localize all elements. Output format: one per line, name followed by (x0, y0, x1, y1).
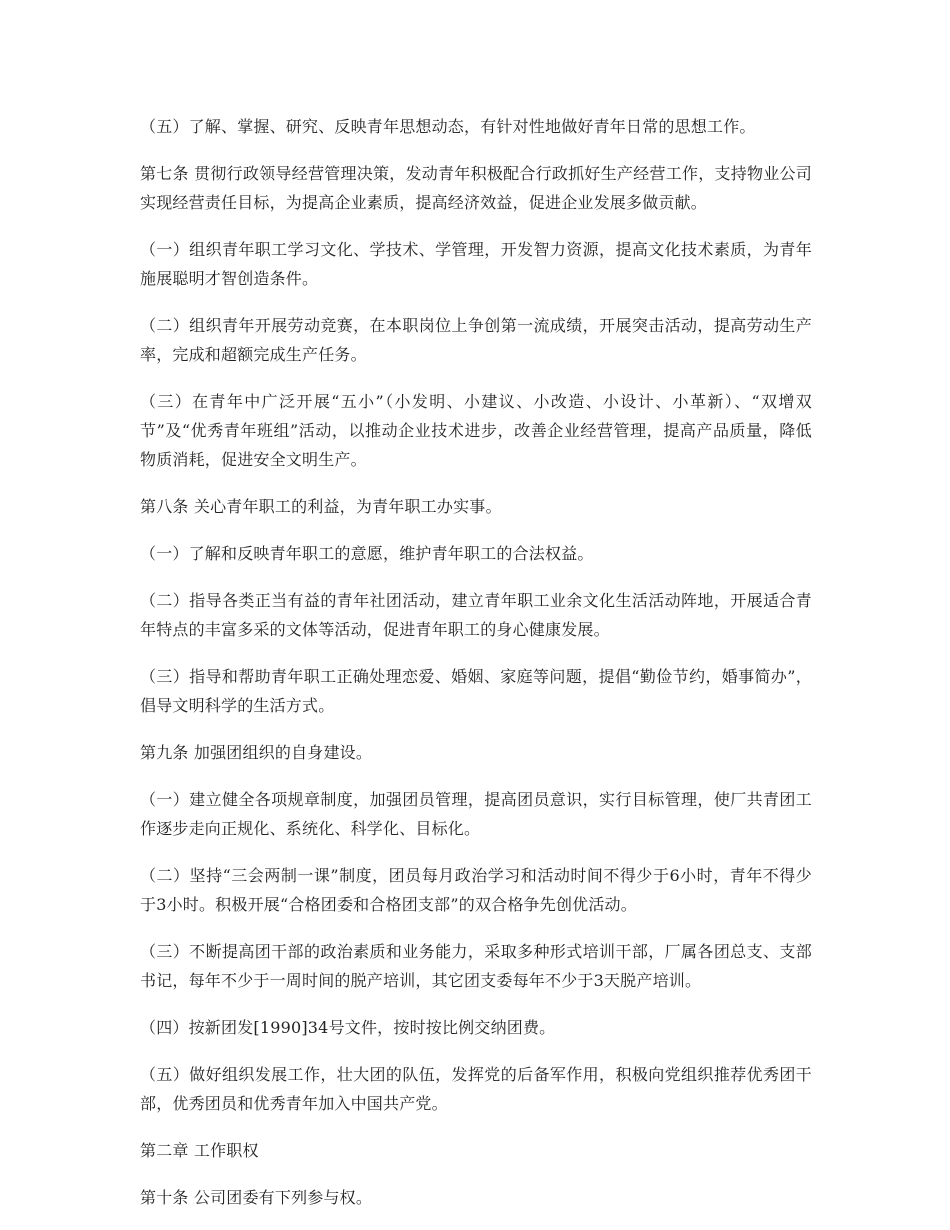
paragraph-article-8-item-3: （三）指导和帮助青年职工正确处理恋爱、婚姻、家庭等问题，提倡“勤俭节约，婚事简办”，倡导文明科学的生活方式。 (140, 667, 812, 715)
paragraph-article-9-item-2: （二）坚持“三会两制一课”制度，团员每月政治学习和活动时间不得少于6小时，青年不得少于3小时。积极开展“合格团委和合格团支部”的双合格争先创优活动。 (140, 866, 812, 914)
paragraph-article-9-item-5: （五）做好组织发展工作，壮大团的队伍，发挥党的后备军作用，积极向党组织推荐优秀团干部，优秀团员和优秀青年加入中国共产党。 (140, 1065, 812, 1113)
paragraph-article-7-item-3: （三）在青年中广泛开展“五小”（小发明、小建议、小改造、小设计、小革新）、“双增双节”及“优秀青年班组”活动，以推动企业技术进步，改善企业经营管理，提高产品质量，降低物质消耗，促进安全文明生产。 (140, 392, 812, 469)
paragraph-article-9-item-4: （四）按新团发[1990]34号文件，按时按比例交纳团费。 (140, 1018, 556, 1037)
paragraph-article-8-item-1: （一）了解和反映青年职工的意愿，维护青年职工的合法权益。 (140, 544, 594, 563)
paragraph-article-9-item-1: （一）建立健全各项规章制度，加强团员管理，提高团员意识，实行目标管理，使厂共青团工作逐步走向正规化、系统化、科学化、目标化。 (140, 790, 812, 838)
chapter-heading: 第二章 工作职权 (140, 1141, 259, 1160)
paragraph-article-8: 第八条 关心青年职工的利益，为青年职工办实事。 (140, 497, 502, 516)
paragraph-article-7: 第七条 贯彻行政领导经营管理决策，发动青年积极配合行政抓好生产经营工作，支持物业公司实现经营责任目标，为提高企业素质，提高经济效益，促进企业发展多做贡献。 (140, 164, 812, 212)
paragraph-article-8-item-2: （二）指导各类正当有益的青年社团活动，建立青年职工业余文化生活活动阵地，开展适合青年特点的丰富多采的文体等活动，促进青年职工的身心健康发展。 (140, 591, 812, 639)
paragraph-article-9: 第九条 加强团组织的自身建设。 (140, 743, 373, 762)
paragraph-article-7-item-2: （二）组织青年开展劳动竞赛，在本职岗位上争创第一流成绩，开展突击活动，提高劳动生产率，完成和超额完成生产任务。 (140, 316, 812, 364)
document-page (140, 112, 812, 1230)
paragraph-article-9-item-3: （三）不断提高团干部的政治素质和业务能力，采取多种形式培训干部，厂属各团总支、支部书记，每年不少于一周时间的脱产培训，其它团支委每年不少于3天脱产培训。 (140, 942, 812, 990)
paragraph-article-10: 第十条 公司团委有下列参与权。 (140, 1188, 373, 1207)
paragraph-article-7-item-1: （一）组织青年职工学习文化、学技术、学管理，开发智力资源，提高文化技术素质，为青年施展聪明才智创造条件。 (140, 240, 812, 288)
paragraph-section-5-ideology: （五）了解、掌握、研究、反映青年思想动态，有针对性地做好青年日常的思想工作。 (140, 117, 756, 136)
